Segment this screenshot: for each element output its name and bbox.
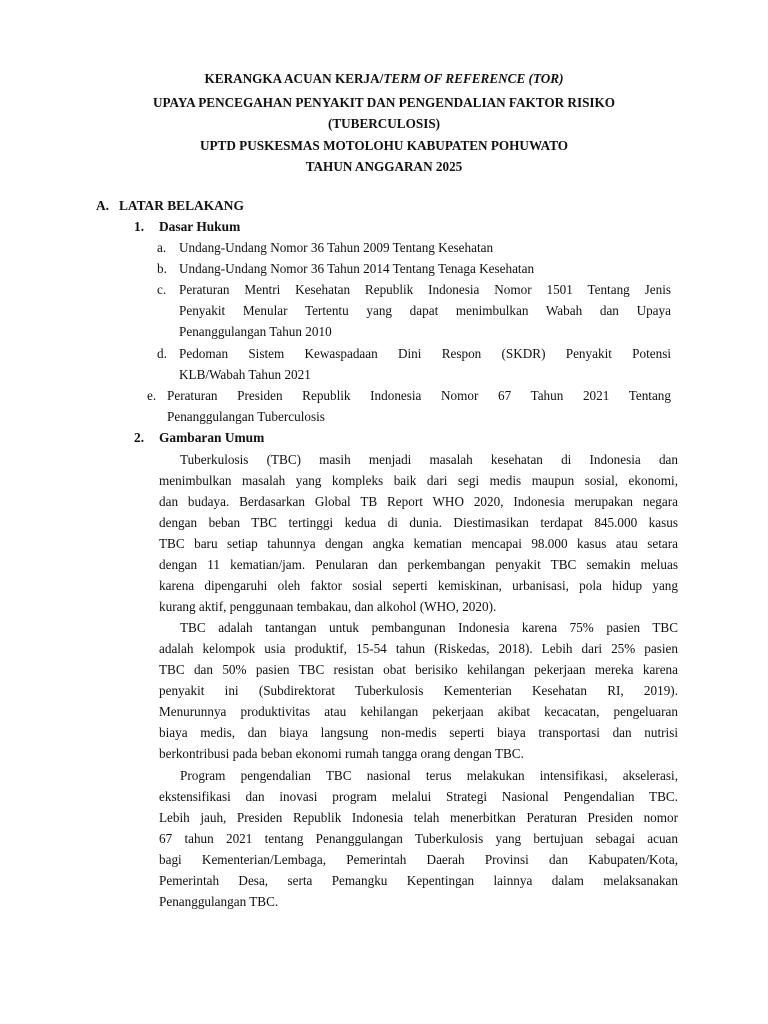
list-marker-b: b. <box>157 261 167 276</box>
list-item-e-line-1: Peraturan Presiden Republik Indonesia Nomor 67 Tahun 2021 Tentang <box>167 388 671 403</box>
subsection-1-marker: 1. <box>134 219 145 234</box>
list-marker-a: a. <box>157 240 167 255</box>
list-item-b: Undang-Undang Nomor 36 Tahun 2014 Tentang Tenaga Kesehatan <box>179 261 535 276</box>
paragraph-1-line-1: Tuberkulosis (TBC) masih menjadi masalah kesehatan di Indonesia dan <box>180 452 678 467</box>
list-item-c-line-1: Peraturan Mentri Kesehatan Republik Indonesia Nomor 1501 Tentang Jenis <box>179 282 671 297</box>
paragraph-2-line-7: berkontribusi pada beban ekonomi rumah tangga orang dengan TBC. <box>159 746 524 761</box>
doc-title-line-4: UPTD PUSKESMAS MOTOLOHU KABUPATEN POHUWATO <box>199 138 569 153</box>
paragraph-3-line-5: bagi Kementerian/Lembaga, Pemerintah Daerah Provinsi dan Kabupaten/Kota, <box>159 852 678 867</box>
subsection-2-marker: 2. <box>134 430 145 445</box>
list-item-d-line-2: KLB/Wabah Tahun 2021 <box>179 367 311 382</box>
doc-title-line-3: (TUBERCULOSIS) <box>327 116 441 131</box>
paragraph-2-line-5: Menurunnya produktivitas atau kehilangan pekerjaan akibat kecacatan, pengeluaran <box>159 704 678 719</box>
paragraph-1-line-3: dan budaya. Berdasarkan Global TB Report WHO 2020, Indonesia merupakan negara <box>159 494 678 509</box>
paragraph-2-line-2: adalah kelompok usia produktif, 15-54 tahun (Riskedas, 2018). Lebih dari 25% pasien <box>159 641 678 656</box>
paragraph-3-line-1: Program pengendalian TBC nasional terus melakukan intensifikasi, akselerasi, <box>180 768 678 783</box>
paragraph-3-line-2: ekstensifikasi dan inovasi program melalui Strategi Nasional Pengendalian TBC. <box>159 789 678 804</box>
paragraph-2-line-3: TBC dan 50% pasien TBC resistan obat berisiko kehilangan pekerjaan mereka karena <box>159 662 678 677</box>
list-item-e-line-2: Penanggulangan Tuberculosis <box>167 409 325 424</box>
paragraph-1-line-7: karena dipengaruhi oleh faktor sosial seperti kemiskinan, urbanisasi, pola hidup yang <box>159 578 678 593</box>
list-marker-c: c. <box>157 282 167 297</box>
section-a-marker: A. <box>96 198 110 213</box>
paragraph-3-line-6: Pemerintah Desa, serta Pemangku Kepentingan lainnya dalam melaksanakan <box>159 873 678 888</box>
list-item-d-line-1: Pedoman Sistem Kewaspadaan Dini Respon (SKDR) Penyakit Potensi <box>179 346 671 361</box>
paragraph-1-line-4: dengan beban TBC tertinggi kedua di dunia. Diestimasikan terdapat 845.000 kasus <box>159 515 678 530</box>
subsection-2-title: Gambaran Umum <box>159 430 265 445</box>
paragraph-1-line-8: kurang aktif, penggunaan tembakau, dan alkohol (WHO, 2020). <box>159 599 497 614</box>
paragraph-3-line-7: Penanggulangan TBC. <box>159 894 279 909</box>
paragraph-1-line-6: dengan 11 kematian/jam. Penularan dan perkembangan penyakit TBC semakin meluas <box>159 557 678 572</box>
doc-title-line-5: TAHUN ANGGARAN 2025 <box>305 159 463 174</box>
paragraph-2-line-4: penyakit ini (Subdirektorat Tuberkulosis Kementerian Kesehatan RI, 2019). <box>159 683 678 698</box>
list-item-a: Undang-Undang Nomor 36 Tahun 2009 Tentang Kesehatan <box>179 240 494 255</box>
list-marker-d: d. <box>157 346 167 361</box>
subsection-1-title: Dasar Hukum <box>159 219 241 234</box>
paragraph-1-line-2: menimbulkan masalah yang kompleks baik dari segi medis maupun sosial, ekonomi, <box>159 473 678 488</box>
doc-title-line-1 <box>0 69 768 89</box>
list-marker-e: e. <box>147 388 157 403</box>
doc-title-line-2: UPAYA PENCEGAHAN PENYAKIT DAN PENGENDALIAN FAKTOR RISIKO <box>152 95 616 110</box>
list-item-c-line-2: Penyakit Menular Tertentu yang dapat menimbulkan Wabah dan Upaya <box>179 303 671 318</box>
paragraph-3-line-4: 67 tahun 2021 tentang Penanggulangan Tuberkulosis yang bertujuan sebagai acuan <box>159 831 678 846</box>
doc-title-kak: KERANGKA ACUAN KERJA/ <box>204 71 384 86</box>
paragraph-3-line-3: Lebih jauh, Presiden Republik Indonesia telah menerbitkan Peraturan Presiden nomor <box>159 810 678 825</box>
paragraph-2-line-6: biaya medis, dan biaya langsung non-medis seperti biaya transportasi dan nutrisi <box>159 725 678 740</box>
paragraph-2-line-1: TBC adalah tantangan untuk pembangunan Indonesia karena 75% pasien TBC <box>180 620 678 635</box>
paragraph-1-line-5: TBC baru setiap tahunnya dengan angka kematian mencapai 98.000 kasus atau setara <box>159 536 678 551</box>
list-item-c-line-3: Penanggulangan Tahun 2010 <box>179 324 332 339</box>
doc-title-tor: TERM OF REFERENCE (TOR) <box>383 71 564 86</box>
section-a-title: LATAR BELAKANG <box>119 198 244 213</box>
